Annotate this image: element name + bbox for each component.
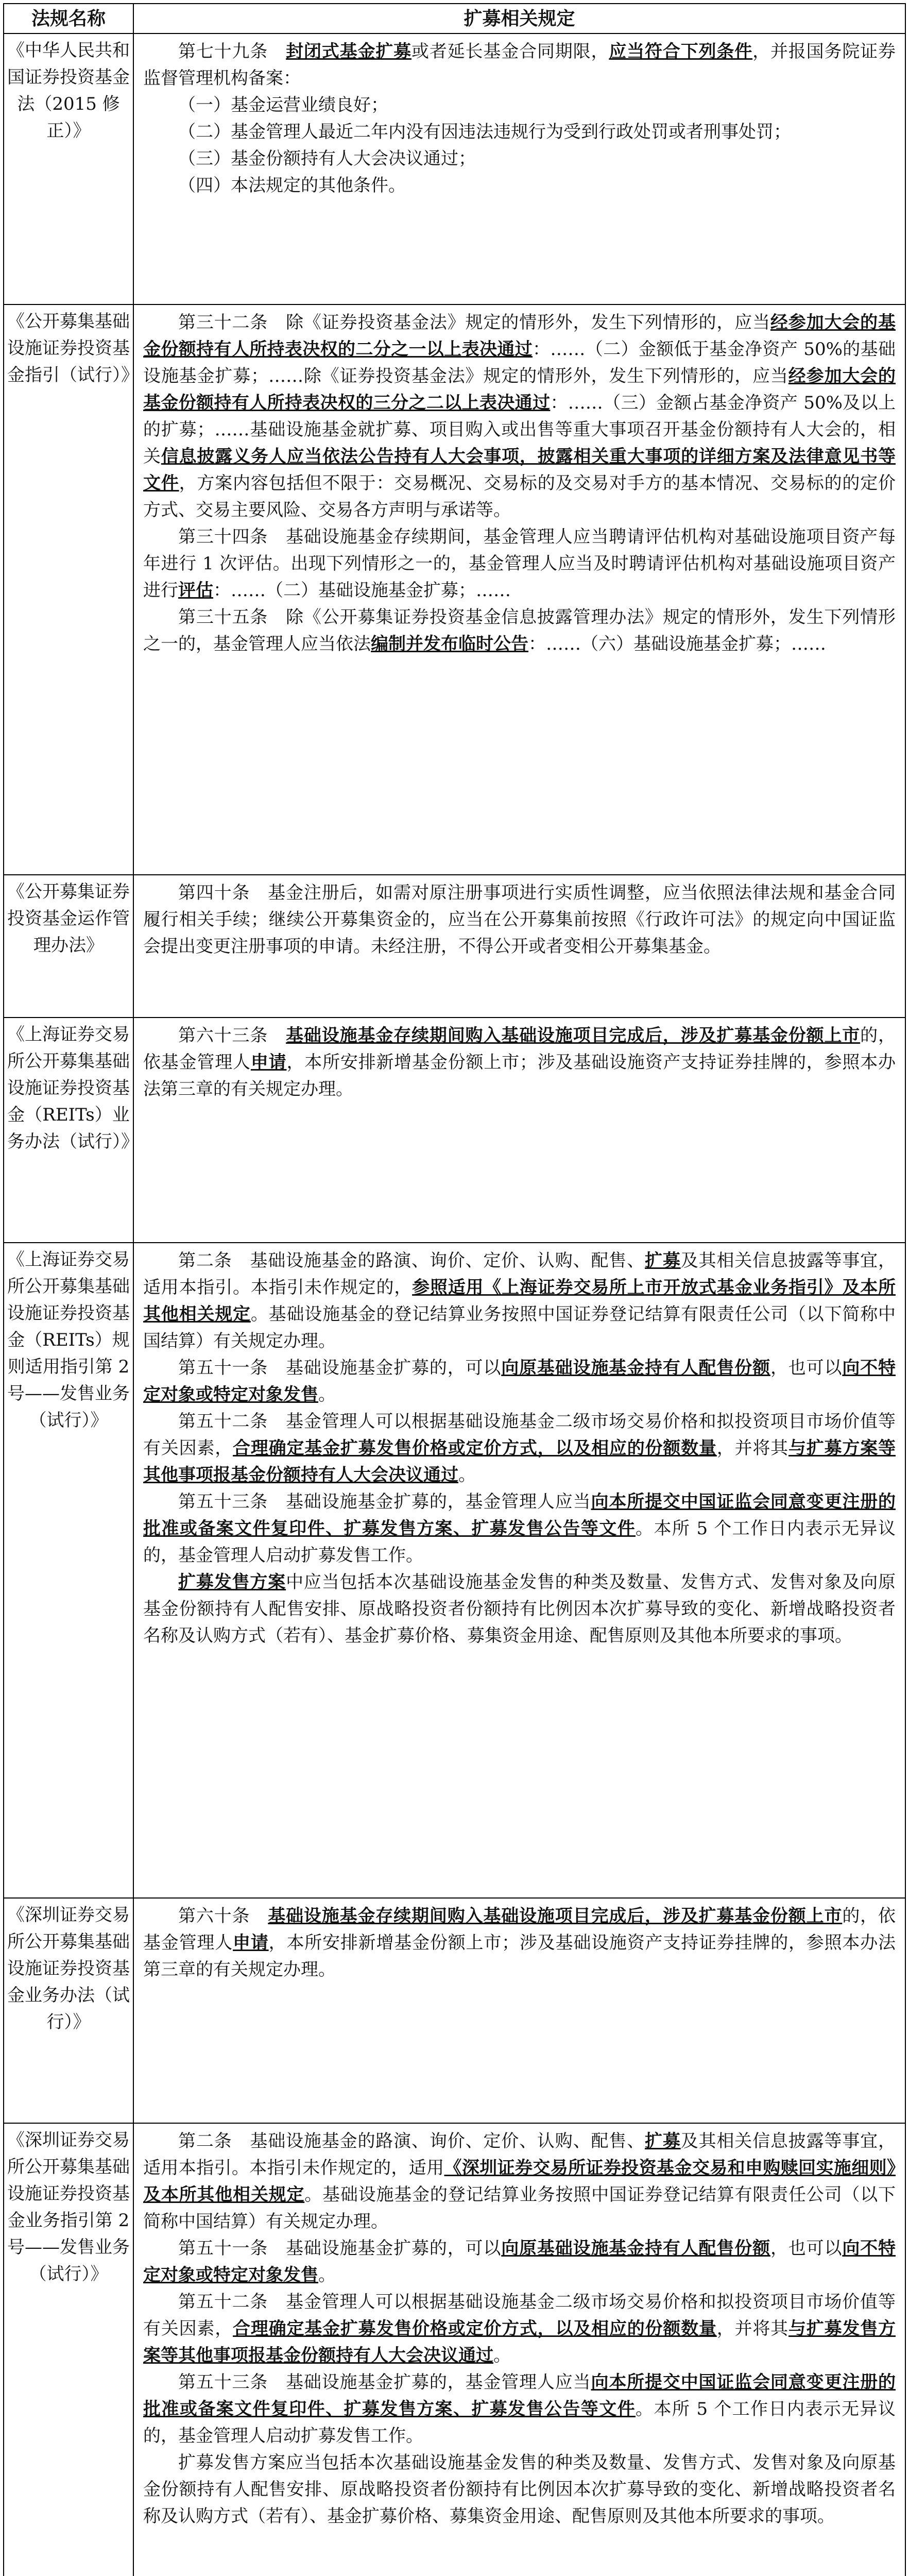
provision-text: ，并将其: [716, 2318, 788, 2339]
regulation-provisions: [133, 1243, 905, 1898]
provision-text: 及其相关信息披露等事宜，适用本指引。本指引未作规定的，适用: [143, 2130, 896, 2178]
regulation-provisions: [133, 2123, 905, 2576]
emphasized-text: 经参加大会的基金份额持有人所持表决权的二分之一以上表决通过: [143, 312, 896, 360]
provision-text: 第三十二条 除《证券投资基金法》规定的情形外，发生下列情形的，应当: [178, 312, 770, 333]
provision-text: 。: [493, 2345, 511, 2366]
provision-paragraph: [143, 2369, 896, 2449]
provision-paragraph: [143, 1488, 896, 1569]
provision-text: （一）基金运营业绩良好；: [178, 95, 388, 115]
emphasized-text: 信息披露义务人应当依法公告持有人大会事项，披露相关重大事项的详细方案及法律意见书等文件: [143, 446, 896, 494]
emphasized-text: 扩募: [645, 1250, 681, 1271]
provision-text: （二）基金管理人最近二年内没有因违法违规行为受到行政处罚或者刑事处罚；: [178, 122, 791, 142]
provision-paragraph: [143, 2449, 896, 2530]
provision-text: 第六十三条: [178, 1025, 286, 1046]
regulation-name: 《中华人民共和国证券投资基金法（2015 修正）》: [4, 33, 133, 304]
regulation-provisions: [133, 304, 905, 874]
emphasized-text: 向本所提交中国证监会同意变更注册的批准或备案文件复印件、扩募发售方案、扩募发售公告等文件: [143, 2371, 896, 2419]
emphasized-text: 经参加大会的基金份额持有人所持表决权的三分之二以上表决通过: [143, 366, 896, 414]
provision-text: 第四十条 基金注册后，如需对原注册事项进行实质性调整，应当依照法律法规和基金合同履行相关手续；继续公开募集资金的，应当在公开募集前按照《行政许可法》的规定向中国证监会提出变更注册事项的申请。未经注册，不得公开或者变相公开募集基金。: [143, 882, 896, 957]
table-row: [4, 2123, 905, 2576]
provision-text: ：……（二）基础设施基金扩募；……: [213, 580, 511, 601]
provision-text: ，方案内容包括但不限于：交易概况、交易标的及交易对手方的基本情况、交易标的的定价方式、交易主要风险、交易各方声明与承诺等。: [143, 473, 896, 521]
emphasized-text: 《深圳证券交易所证券投资基金交易和申购赎回实施细则》及本所其他相关规定: [143, 2157, 896, 2205]
provision-paragraph: [143, 145, 896, 172]
provision-text: 第二条 基础设施基金的路演、询价、定价、认购、配售、: [178, 1250, 645, 1271]
regulation-name: 《深圳证券交易所公开募集基础设施证券投资基金业务办法（试行）》: [4, 1898, 133, 2123]
emphasized-text: 封闭式基金扩募: [286, 41, 412, 62]
regulation-provisions: [133, 875, 905, 1018]
provision-paragraph: [143, 604, 896, 657]
provision-text: 。基础设施基金的登记结算业务按照中国证券登记结算有限责任公司（以下简称中国结算）有关规定办理。: [143, 1303, 896, 1351]
provision-paragraph: [143, 38, 896, 92]
table-row: [4, 1243, 905, 1898]
emphasized-text: 基础设施基金存续期间购入基础设施项目完成后，涉及扩募基金份额上市: [268, 1905, 843, 1926]
emphasized-text: 向原基础设施基金持有人配售份额: [501, 2238, 770, 2259]
table-row: [4, 875, 905, 1018]
emphasized-text: 扩募发售方案: [178, 1571, 286, 1592]
provision-text: ：……（二）金额低于基金净资产 50%的基础设施基金扩募；……除《证券投资基金法》规定的情形外，发生下列情形的，应当: [143, 339, 896, 387]
provision-text: 第五十二条 基金管理人可以根据基础设施基金二级市场交易价格和拟投资项目市场价值等有关因素，: [143, 2291, 896, 2339]
emphasized-text: 申请: [233, 1932, 269, 1953]
provision-text: 中应当包括本次基础设施基金发售的种类及数量、发售方式、发售对象及向原基金份额持有人配售安排、原战略投资者份额持有比例因本次扩募导致的变化、新增战略投资者名称及认购方式（若有）、基金扩募价格、募集资金用途、配售原则及其他本所要求的事项。: [143, 1571, 896, 1646]
provision-text: ：……（六）基础设施基金扩募；……: [528, 634, 826, 655]
provision-text: 。基础设施基金的登记结算业务按照中国证券登记结算有限责任公司（以下简称中国结算）有关规定办理。: [143, 2184, 896, 2232]
provision-text: 第三十四条 基础设施基金存续期间，基金管理人应当聘请评估机构对基础设施项目资产每年进行 1 次评估。出现下列情形之一的，基金管理人应当及时聘请评估机构对基础设施项目资产进行: [143, 527, 896, 601]
provision-text: 第二条 基础设施基金的路演、询价、定价、认购、配售、: [178, 2130, 645, 2151]
regulation-provisions: [133, 1018, 905, 1243]
table-row: [4, 304, 905, 874]
emphasized-text: 合理确定基金扩募发售价格或定价方式，以及相应的份额数量: [233, 1437, 717, 1459]
provision-paragraph: [143, 92, 896, 118]
regulations-table: [3, 3, 906, 2576]
emphasized-text: 评估: [178, 580, 213, 601]
provision-paragraph: [143, 2128, 896, 2235]
regulation-provisions: [133, 33, 905, 304]
provision-text: 的，依基金管理人: [143, 1905, 896, 1953]
provision-paragraph: [143, 1569, 896, 1649]
emphasized-text: 申请: [250, 1052, 287, 1073]
provision-text: ，并报国务院证券监督管理机构备案：: [143, 41, 896, 89]
provision-text: 及其相关信息披露等事宜，适用本指引。本指引未作规定的，: [143, 1250, 896, 1298]
provision-paragraph: [143, 1408, 896, 1488]
provision-text: 第五十一条 基础设施基金扩募的，可以: [178, 1357, 502, 1378]
emphasized-text: 向不特定对象或特定对象发售: [143, 2238, 896, 2285]
provision-text: 第五十一条 基础设施基金扩募的，可以: [178, 2238, 502, 2259]
table-body: [4, 33, 905, 2576]
provision-paragraph: [143, 523, 896, 604]
provision-text: 第六十条: [178, 1905, 268, 1926]
header-expansion-provisions: 扩募相关规定: [133, 4, 905, 33]
provision-paragraph: [143, 1022, 896, 1103]
provision-text: 。: [318, 1384, 336, 1405]
emphasized-text: 向本所提交中国证监会同意变更注册的批准或备案文件复印件、扩募发售方案、扩募发售公告等文件: [143, 1491, 896, 1539]
provision-text: ，本所安排新增基金份额上市；涉及基础设施资产支持证券挂牌的，参照本办法第三章的有关规定办理。: [143, 1052, 896, 1099]
emphasized-text: 向不特定对象或特定对象发售: [143, 1357, 896, 1405]
emphasized-text: 编制并发布临时公告: [371, 634, 528, 655]
provision-text: 扩募发售方案应当包括本次基础设施基金发售的种类及数量、发售方式、发售对象及向原基金份额持有人配售安排、原战略投资者份额持有比例因本次扩募导致的变化、新增战略投资者名称及认购方式（若有）、基金扩募价格、募集资金用途、配售原则及其他本所要求的事项。: [143, 2452, 896, 2527]
provision-text: 。: [318, 2264, 336, 2285]
regulation-name: 《公开募集基础设施证券投资基金指引（试行）》: [4, 304, 133, 874]
provision-text: ，并将其: [716, 1437, 788, 1459]
provision-text: 第五十二条 基金管理人可以根据基础设施基金二级市场交易价格和拟投资项目市场价值等有关因素，: [143, 1411, 896, 1459]
provision-text: 。本所 5 个工作日内表示无异议的，基金管理人启动扩募发售工作。: [143, 1518, 896, 1566]
emphasized-text: 基础设施基金存续期间购入基础设施项目完成后，涉及扩募基金份额上市: [286, 1025, 861, 1046]
provision-text: 的，依基金管理人: [143, 1025, 896, 1073]
provision-paragraph: [143, 1354, 896, 1408]
provision-paragraph: [143, 1903, 896, 1983]
regulation-provisions: [133, 1898, 905, 2123]
provision-text: 第五十三条 基础设施基金扩募的，基金管理人应当: [178, 2371, 591, 2393]
provision-text: 或者延长基金合同期限，: [411, 41, 609, 62]
provision-text: ，也可以: [770, 1357, 843, 1378]
provision-text: 第七十九条: [178, 41, 286, 62]
provision-text: 第三十五条 除《公开募集证券投资基金信息披露管理办法》规定的情形外，发生下列情形之一的，基金管理人应当依法: [143, 607, 896, 655]
provision-text: 第五十三条 基础设施基金扩募的，基金管理人应当: [178, 1491, 591, 1512]
provision-paragraph: [143, 118, 896, 145]
emphasized-text: 扩募: [645, 2130, 681, 2151]
table-header-row: [4, 4, 905, 33]
table-row: [4, 1018, 905, 1243]
provision-text: （三）基金份额持有人大会决议通过；: [178, 148, 476, 169]
emphasized-text: 参照适用《上海证券交易所上市开放式基金业务指引》及本所其他相关规定: [143, 1277, 896, 1325]
provision-paragraph: [143, 1247, 896, 1354]
regulation-name: 《上海证券交易所公开募集基础设施证券投资基金（REITs）规则适用指引第 2 号——发售业务（试行）》: [4, 1243, 133, 1898]
provision-paragraph: [143, 172, 896, 199]
provision-text: 。: [458, 1464, 476, 1485]
emphasized-text: 与扩募方案等其他事项报基金份额持有人大会决议通过: [143, 1437, 896, 1485]
provision-text: 。本所 5 个工作日内表示无异议的，基金管理人启动扩募发售工作。: [143, 2398, 896, 2446]
regulation-name: 《上海证券交易所公开募集基础设施证券投资基金（REITs）业务办法（试行）》: [4, 1018, 133, 1243]
table-row: [4, 33, 905, 304]
regulation-name: 《深圳证券交易所公开募集基础设施证券投资基金业务指引第 2 号——发售业务（试行）》: [4, 2123, 133, 2576]
provision-text: ：……（三）金额占基金净资产 50%及以上的扩募；……基础设施基金就扩募、项目购入或出售等重大事项召开基金份额持有人大会的，相关: [143, 393, 896, 467]
provision-text: ，也可以: [770, 2238, 843, 2259]
provision-text: ，本所安排新增基金份额上市；涉及基础设施资产支持证券挂牌的，参照本办法第三章的有关规定办理。: [143, 1932, 896, 1980]
emphasized-text: 与扩募发售方案等其他事项报基金份额持有人大会决议通过: [143, 2318, 896, 2366]
emphasized-text: 向原基础设施基金持有人配售份额: [501, 1357, 770, 1378]
provision-paragraph: [143, 309, 896, 523]
header-regulation-name: 法规名称: [4, 4, 133, 33]
emphasized-text: 应当符合下列条件: [609, 41, 753, 62]
provision-text: （四）本法规定的其他条件。: [178, 175, 406, 196]
table-row: [4, 1898, 905, 2123]
provision-paragraph: [143, 2289, 896, 2369]
provision-paragraph: [143, 2235, 896, 2289]
emphasized-text: 合理确定基金扩募发售价格或定价方式，以及相应的份额数量: [233, 2318, 717, 2339]
provision-paragraph: [143, 879, 896, 960]
regulation-name: 《公开募集证券投资基金运作管理办法》: [4, 875, 133, 1018]
